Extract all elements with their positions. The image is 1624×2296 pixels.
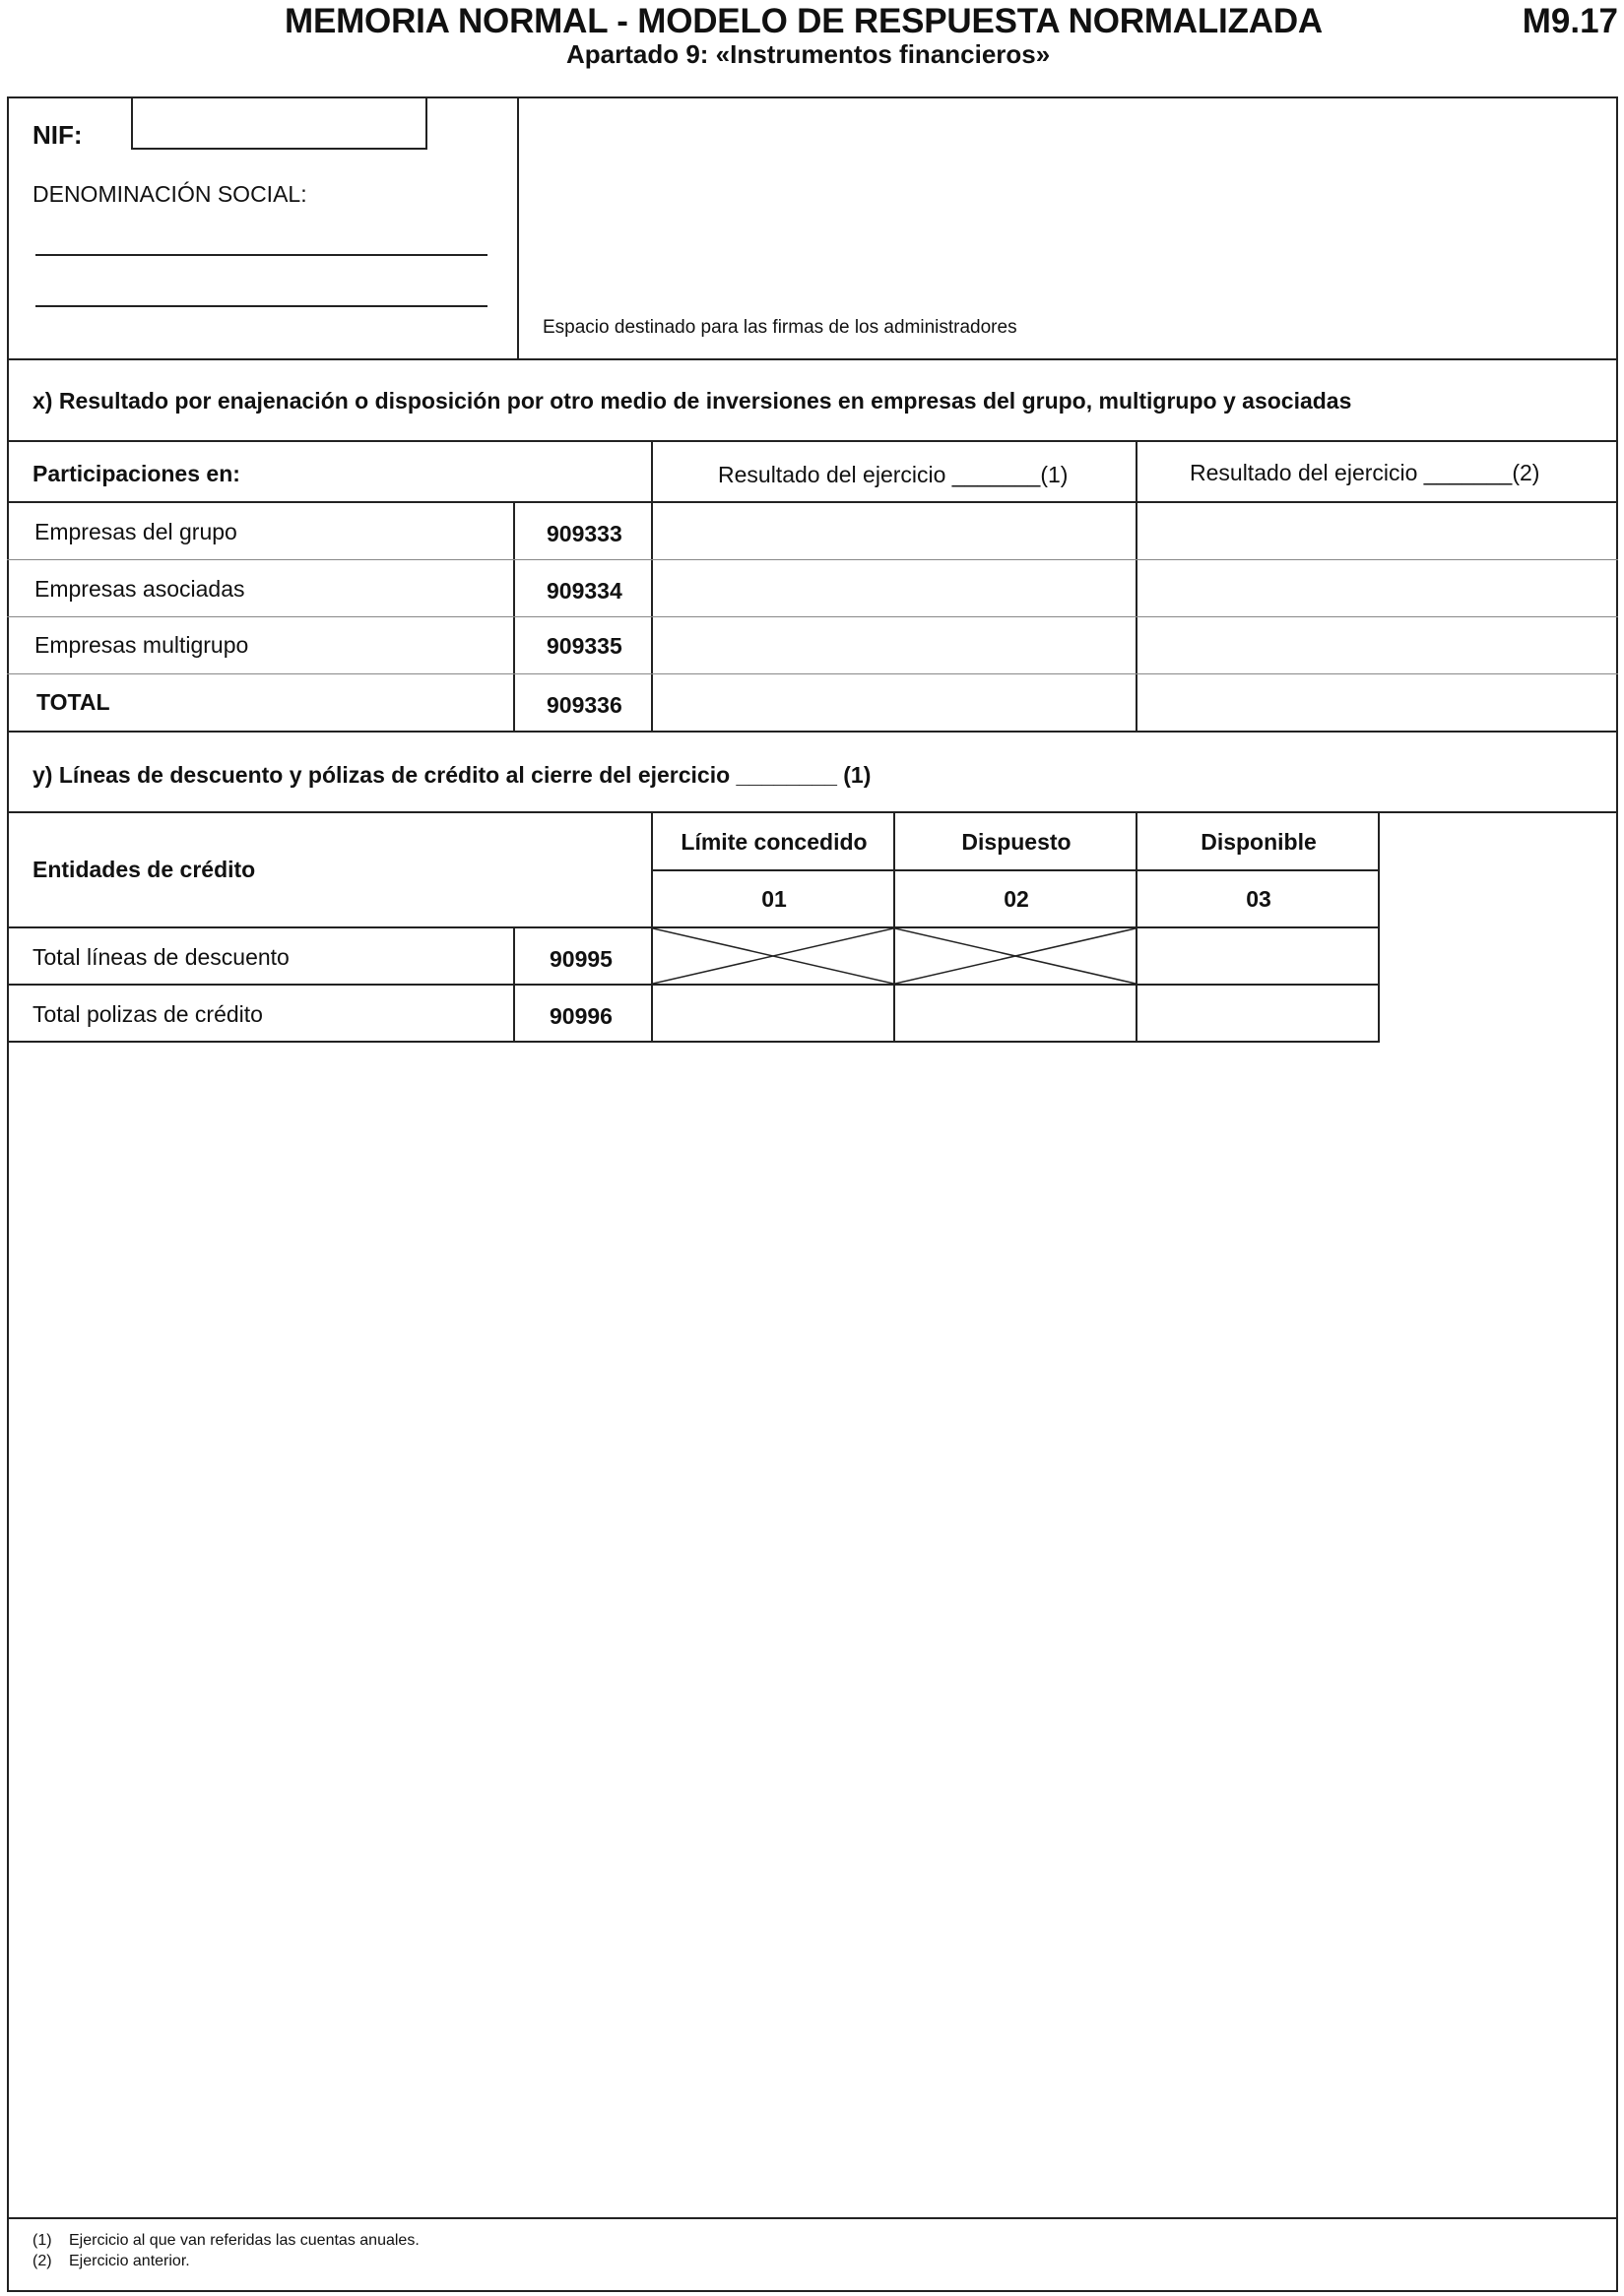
denominacion-line-2[interactable] (35, 305, 487, 307)
participaciones-label: Participaciones en: (32, 461, 240, 486)
entidades-credito-label: Entidades de crédito (32, 857, 256, 882)
row-label-empresas-asociadas: Empresas asociadas (34, 576, 245, 602)
row-code-909334: 909334 (547, 578, 622, 604)
section-x-bottom-rule (7, 731, 1618, 733)
col-code-02: 02 (1004, 886, 1029, 912)
signature-area[interactable] (519, 98, 1616, 307)
denominacion-line-1[interactable] (35, 254, 487, 256)
col-disponible: Disponible (1201, 829, 1317, 855)
row-label-total: TOTAL (36, 689, 110, 715)
form-frame (7, 96, 1618, 2292)
footnote-1-text: Ejercicio al que van referidas las cuentas anuales. (69, 2232, 420, 2249)
nif-input[interactable] (131, 96, 427, 150)
crossed-cell-limite-descuento (653, 928, 893, 984)
resultado-col-1-header: Resultado del ejercicio _______(1) (718, 462, 1069, 487)
input-909336-2[interactable] (1137, 674, 1616, 731)
col-code-01: 01 (761, 886, 787, 912)
footnote-rule (7, 2217, 1618, 2219)
nif-label: NIF: (32, 120, 83, 150)
form-title: MEMORIA NORMAL - MODELO DE RESPUESTA NORMALIZADA (285, 2, 1323, 40)
resultado-col-2-header: Resultado del ejercicio _______(2) (1190, 460, 1540, 485)
section-x-rule (7, 440, 1618, 442)
crossed-cell-dispuesto-descuento (895, 928, 1136, 984)
form-code: M9.17 (1522, 2, 1618, 40)
col-dispuesto: Dispuesto (961, 829, 1072, 855)
input-909336-1[interactable] (653, 674, 1136, 731)
row-label-empresas-multigrupo: Empresas multigrupo (34, 632, 249, 658)
input-909334-1[interactable] (653, 560, 1136, 616)
form-subtitle: Apartado 9: «Instrumentos financieros» (566, 39, 1051, 69)
row-label-lineas-descuento: Total líneas de descuento (32, 944, 290, 970)
input-90996-02[interactable] (895, 986, 1136, 1041)
denominacion-label: DENOMINACIÓN SOCIAL: (32, 181, 307, 207)
row-label-polizas-credito: Total polizas de crédito (32, 1001, 263, 1027)
footnote-2-text: Ejercicio anterior. (69, 2253, 190, 2269)
footnote-2-mark: (2) (32, 2253, 52, 2269)
section-y-subheader-rule (651, 869, 1380, 871)
input-909335-2[interactable] (1137, 617, 1616, 673)
row-code-90995: 90995 (550, 946, 613, 972)
input-90996-01[interactable] (653, 986, 893, 1041)
col-code-03: 03 (1246, 886, 1271, 912)
section-y-bottom-rule (7, 1041, 1380, 1043)
input-909333-1[interactable] (653, 503, 1136, 559)
firmas-note: Espacio destinado para las firmas de los administradores (543, 317, 1017, 338)
section-y-title: y) Líneas de descuento y pólizas de crédito al cierre del ejercicio ________ (1) (32, 762, 872, 788)
input-90995-03[interactable] (1137, 928, 1378, 984)
col-limite-concedido: Límite concedido (681, 829, 868, 855)
row-code-909333: 909333 (547, 521, 622, 546)
footnote-1-mark: (1) (32, 2232, 52, 2249)
row-code-909335: 909335 (547, 633, 622, 659)
input-90996-03[interactable] (1137, 986, 1378, 1041)
row-label-empresas-grupo: Empresas del grupo (34, 519, 237, 544)
input-909334-2[interactable] (1137, 560, 1616, 616)
id-bottom-rule (7, 358, 1618, 360)
row-code-909336: 909336 (547, 692, 622, 718)
input-909335-1[interactable] (653, 617, 1136, 673)
section-y-rule (7, 811, 1618, 813)
input-909333-2[interactable] (1137, 503, 1616, 559)
section-x-title: x) Resultado por enajenación o disposición por otro medio de inversiones en empresas del grupo, multigrupo y asociadas (32, 388, 1352, 414)
row-code-90996: 90996 (550, 1003, 613, 1029)
